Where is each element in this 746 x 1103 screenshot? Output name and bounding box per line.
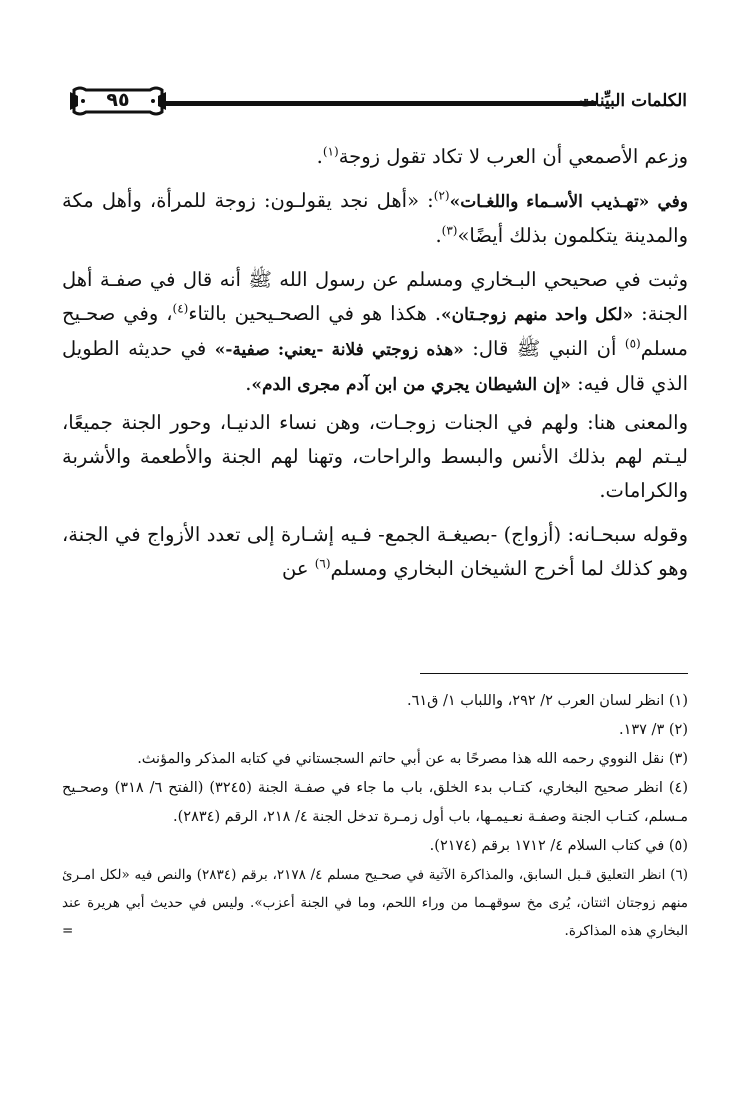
- header-rule: [166, 101, 596, 106]
- footnote-3: (٣) نقل النووي رحمه الله هذا مصرحًا به عن أبي حاتم السجستاني في كتابه المذكر والمؤنث.: [137, 751, 688, 767]
- salawat-glyph: ﷺ: [248, 268, 272, 291]
- text-run: قال:: [463, 337, 517, 360]
- paragraph-2: [62, 184, 688, 253]
- text-run: ، وفي صحـيح مسلم: [62, 302, 688, 360]
- footnote-6: [62, 861, 688, 945]
- paragraph-1: وزعم الأصمعي أن العرب لا تكاد تقول زوجة$^{(١)}$.: [316, 144, 688, 168]
- paragraph-3: [62, 263, 688, 402]
- page-number-badge: [70, 86, 166, 116]
- text-run: . هكذا هو في الصحـيحين بالتاء: [188, 302, 442, 325]
- main-text: [62, 140, 688, 596]
- text-run: وقوله سبحـانه: (أزواج) -بصيغـة الجمع- فـيه إشـارة إلى تعدد الأزواج في الجنة، وهو كذلك لما أخرج الشيخان البخاري ومسلم: [62, 523, 688, 580]
- footnote-ref: (٣): [441, 223, 458, 238]
- hadith-quote: «إن الشيطان يجري من ابن آدم مجرى الدم»: [251, 375, 571, 395]
- footnote-1: (١) انظر لسان العرب ٢/ ٢٩٢، واللباب ١/ ق٦١.: [406, 693, 688, 709]
- footnote-ref: (١): [322, 144, 339, 159]
- footnote-ref: (٢): [433, 188, 450, 203]
- page-number: ٩٥: [106, 89, 130, 111]
- footnote-2: (٢) ٣/ ١٣٧.: [618, 722, 688, 738]
- text-run: وثبت في صحيحي البـخاري ومسلم عن رسول الله: [271, 268, 688, 291]
- text-run: .: [245, 372, 252, 395]
- text-run: :: [419, 189, 434, 212]
- text-run: أنه قال في صفـة أهل الجنة:: [62, 268, 689, 325]
- book-title: «تهـذيب الأسـماء واللغـات»: [449, 192, 650, 212]
- paragraph-5: [62, 518, 688, 586]
- footnotes: [62, 687, 688, 945]
- footnote-ref: (٦): [314, 556, 331, 571]
- footnote-rule: [420, 673, 688, 674]
- text-run: وزعم الأصمعي أن العرب لا تكاد تقول زوجة: [338, 145, 688, 168]
- footnote-4: (٤) انظر صحيح البخاري، كتـاب بدء الخلق، باب ما جاء في صفـة الجنة (٣٢٤٥) (الفتح ٦/ ٣١٨) وصحـيح مـسلم، كتـاب الجنة وصفـة نعـيمـها، باب أول زمـرة تدخل الجنة ٤/ ٢١٨، الرقم (٢٨٣٤).: [62, 780, 688, 825]
- footnote-6-text: (٦) انظر التعليق قـبل السابق، والمذاكرة الآتية في صحـيح مسلم ٤/ ٢١٧٨، برقم (٢٨٣٤) والنص فيه «لكل امـرئ منهم زوجتان اثنتان، يُرى مخ سوقهـما من وراء اللحم، وما في الجنة أعزب». وليس في حديث أبي هريرة عند البخاري هذه المذاكرة.: [62, 867, 688, 939]
- footnote-ref: (٤): [172, 301, 189, 316]
- footnote-5: (٥) في كتاب السلام ٤/ ١٧١٢ برقم (٢١٧٤).: [429, 838, 688, 854]
- text-run: عن: [282, 557, 315, 580]
- hadith-quote: «لكل واحد منهم زوجـتان»: [441, 305, 634, 325]
- hadith-quote: «هذه زوجتي فلانة -يعني: صفية-»: [214, 340, 464, 360]
- text-run: أن النبي: [540, 337, 625, 360]
- footnote-ref: (٥): [624, 336, 641, 351]
- running-title: الكلمات البيِّنات: [578, 91, 687, 111]
- paragraph-4: والمعنى هنا: ولهم في الجنات زوجـات، وهن نساء الدنيـا، وحور الجنة جميعًا، ليـتم لهم بذلك الأنس والبسط والراحات، وتهنا لهم الجنة والأطعمة والأشربة والكرامات.: [62, 411, 688, 502]
- text-run: وفي: [657, 192, 689, 212]
- salawat-glyph: ﷺ: [516, 337, 541, 360]
- text-run: .: [435, 224, 442, 247]
- page-header: [70, 86, 687, 120]
- continuation-mark: =: [62, 923, 74, 939]
- text-run: في حديثه الطويل الذي قال فيه:: [62, 337, 688, 395]
- quotation: «أهل نجد يقولـون: زوجة للمرأة، وأهل مكة والمدينة يتكلمون بذلك أيضًا»: [62, 189, 688, 247]
